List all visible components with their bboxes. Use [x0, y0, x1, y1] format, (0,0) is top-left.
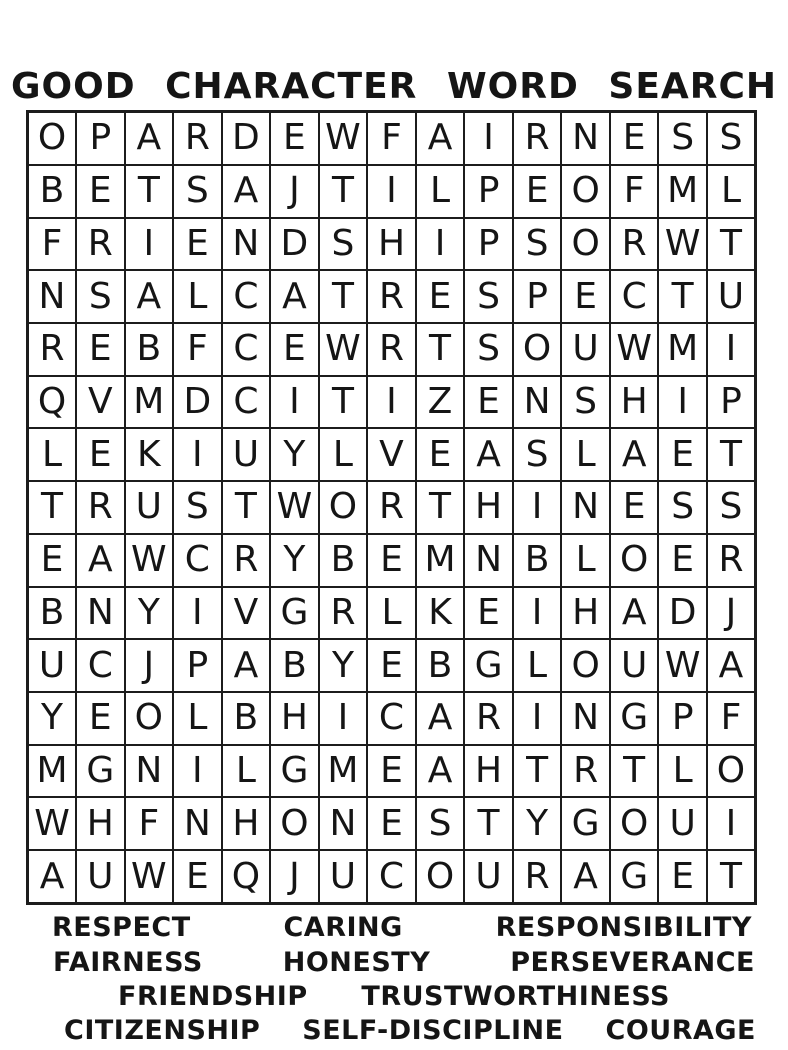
word-list-word: RESPECT: [52, 912, 191, 943]
grid-cell: I: [319, 692, 368, 745]
grid-cell: L: [658, 745, 707, 798]
grid-cell: F: [610, 165, 659, 218]
word-list-line-1: [52, 912, 752, 943]
grid-cell: W: [610, 323, 659, 376]
grid-row: [28, 428, 756, 481]
grid-cell: I: [707, 797, 756, 850]
grid-cell: N: [561, 692, 610, 745]
grid-cell: G: [270, 745, 319, 798]
grid-cell: M: [319, 745, 368, 798]
grid-row: [28, 534, 756, 587]
grid-cell: O: [561, 639, 610, 692]
grid-cell: R: [513, 112, 562, 165]
grid-cell: B: [222, 692, 271, 745]
grid-cell: M: [28, 745, 77, 798]
grid-cell: E: [367, 797, 416, 850]
word-search-grid: [26, 110, 757, 905]
grid-cell: P: [658, 692, 707, 745]
grid-cell: R: [173, 112, 222, 165]
grid-cell: J: [270, 165, 319, 218]
grid-cell: K: [125, 428, 174, 481]
grid-cell: E: [367, 639, 416, 692]
grid-cell: O: [270, 797, 319, 850]
word-list-word: COURAGE: [605, 1015, 756, 1046]
grid-cell: T: [222, 481, 271, 534]
grid-cell: I: [173, 745, 222, 798]
grid-cell: E: [464, 376, 513, 429]
grid-cell: I: [173, 587, 222, 640]
grid-cell: S: [561, 376, 610, 429]
grid-cell: S: [658, 481, 707, 534]
grid-cell: B: [125, 323, 174, 376]
grid-cell: U: [658, 797, 707, 850]
grid-cell: I: [125, 218, 174, 271]
grid-cell: U: [125, 481, 174, 534]
word-list-word: CITIZENSHIP: [64, 1015, 261, 1046]
grid-cell: T: [319, 270, 368, 323]
grid-cell: E: [28, 534, 77, 587]
grid-cell: U: [610, 639, 659, 692]
grid-cell: C: [173, 534, 222, 587]
grid-cell: L: [561, 428, 610, 481]
grid-cell: L: [561, 534, 610, 587]
grid-cell: P: [513, 270, 562, 323]
grid-cell: E: [416, 428, 465, 481]
grid-cell: R: [707, 534, 756, 587]
grid-cell: T: [125, 165, 174, 218]
grid-cell: E: [513, 165, 562, 218]
word-list-word: RESPONSIBILITY: [495, 912, 752, 943]
grid-cell: O: [610, 534, 659, 587]
word-list-word: SELF-DISCIPLINE: [302, 1015, 564, 1046]
grid-cell: E: [76, 692, 125, 745]
grid-cell: W: [658, 218, 707, 271]
grid-cell: F: [367, 112, 416, 165]
grid-cell: G: [76, 745, 125, 798]
grid-cell: U: [319, 850, 368, 903]
grid-cell: E: [416, 270, 465, 323]
grid-cell: N: [464, 534, 513, 587]
grid-cell: R: [222, 534, 271, 587]
grid-cell: H: [222, 797, 271, 850]
grid-cell: E: [561, 270, 610, 323]
grid-cell: T: [416, 481, 465, 534]
grid-cell: R: [367, 270, 416, 323]
grid-cell: L: [173, 692, 222, 745]
grid-cell: E: [270, 112, 319, 165]
grid-cell: Y: [319, 639, 368, 692]
word-list-line-4: [64, 1015, 756, 1046]
grid-cell: T: [319, 376, 368, 429]
grid-cell: S: [464, 323, 513, 376]
grid-cell: B: [513, 534, 562, 587]
grid-cell: K: [416, 587, 465, 640]
grid-cell: U: [222, 428, 271, 481]
grid-cell: V: [76, 376, 125, 429]
word-list-word: FAIRNESS: [53, 947, 203, 978]
grid-cell: N: [28, 270, 77, 323]
grid-cell: U: [561, 323, 610, 376]
grid-cell: U: [28, 639, 77, 692]
grid-cell: Y: [28, 692, 77, 745]
grid-cell: J: [270, 850, 319, 903]
grid-cell: N: [561, 112, 610, 165]
grid-cell: A: [270, 270, 319, 323]
grid-cell: R: [76, 481, 125, 534]
grid-cell: F: [173, 323, 222, 376]
grid-cell: W: [28, 797, 77, 850]
grid-row: [28, 481, 756, 534]
grid-row: [28, 165, 756, 218]
grid-cell: E: [658, 534, 707, 587]
grid-cell: W: [125, 534, 174, 587]
grid-cell: S: [173, 481, 222, 534]
grid-cell: E: [367, 534, 416, 587]
grid-cell: A: [561, 850, 610, 903]
grid-cell: T: [513, 745, 562, 798]
grid-cell: E: [658, 428, 707, 481]
grid-cell: E: [270, 323, 319, 376]
grid-cell: Y: [270, 428, 319, 481]
grid-cell: A: [28, 850, 77, 903]
grid-cell: I: [707, 323, 756, 376]
word-list-word: TRUSTWORTHINESS: [361, 981, 670, 1012]
grid-cell: L: [173, 270, 222, 323]
grid-cell: H: [464, 745, 513, 798]
grid-cell: C: [222, 323, 271, 376]
grid-cell: R: [513, 850, 562, 903]
grid-cell: R: [319, 587, 368, 640]
grid-cell: H: [76, 797, 125, 850]
grid-cell: A: [610, 428, 659, 481]
grid-cell: N: [319, 797, 368, 850]
grid-cell: I: [416, 218, 465, 271]
grid-cell: A: [464, 428, 513, 481]
grid-cell: R: [76, 218, 125, 271]
grid-cell: J: [707, 587, 756, 640]
grid-cell: D: [222, 112, 271, 165]
word-list-line-3: [118, 981, 670, 1012]
grid-cell: S: [464, 270, 513, 323]
grid-cell: I: [513, 587, 562, 640]
grid-cell: C: [367, 692, 416, 745]
grid-cell: H: [270, 692, 319, 745]
grid-cell: S: [319, 218, 368, 271]
grid-cell: A: [416, 745, 465, 798]
grid-cell: P: [76, 112, 125, 165]
grid-cell: J: [125, 639, 174, 692]
grid-cell: U: [464, 850, 513, 903]
grid-cell: T: [658, 270, 707, 323]
grid-row: [28, 587, 756, 640]
grid-cell: D: [270, 218, 319, 271]
grid-cell: H: [610, 376, 659, 429]
grid-cell: R: [367, 481, 416, 534]
grid-cell: L: [222, 745, 271, 798]
grid-row: [28, 745, 756, 798]
grid-cell: B: [319, 534, 368, 587]
grid-cell: A: [222, 165, 271, 218]
grid-cell: O: [561, 165, 610, 218]
grid-cell: G: [270, 587, 319, 640]
grid-cell: G: [610, 850, 659, 903]
grid-cell: Z: [416, 376, 465, 429]
grid-cell: L: [319, 428, 368, 481]
grid-row: [28, 639, 756, 692]
grid-cell: F: [707, 692, 756, 745]
grid-cell: A: [125, 270, 174, 323]
grid-row: [28, 797, 756, 850]
grid-cell: L: [416, 165, 465, 218]
grid-cell: R: [464, 692, 513, 745]
grid-cell: A: [707, 639, 756, 692]
grid-cell: E: [173, 218, 222, 271]
grid-cell: S: [513, 428, 562, 481]
grid-cell: A: [416, 112, 465, 165]
grid-cell: D: [658, 587, 707, 640]
grid-cell: Y: [125, 587, 174, 640]
grid-cell: A: [125, 112, 174, 165]
grid-cell: W: [270, 481, 319, 534]
grid-cell: S: [173, 165, 222, 218]
grid-cell: E: [658, 850, 707, 903]
grid-cell: N: [76, 587, 125, 640]
grid-cell: I: [513, 692, 562, 745]
grid-cell: T: [707, 850, 756, 903]
grid-cell: R: [610, 218, 659, 271]
grid-cell: R: [367, 323, 416, 376]
grid-cell: F: [28, 218, 77, 271]
grid-cell: T: [319, 165, 368, 218]
grid-cell: T: [464, 797, 513, 850]
grid-cell: Q: [28, 376, 77, 429]
word-list-word: HONESTY: [282, 947, 431, 978]
grid-cell: I: [513, 481, 562, 534]
grid-cell: E: [76, 428, 125, 481]
grid-cell: T: [707, 428, 756, 481]
grid-cell: G: [610, 692, 659, 745]
grid-cell: S: [658, 112, 707, 165]
grid-cell: C: [367, 850, 416, 903]
grid-cell: W: [658, 639, 707, 692]
grid-cell: M: [125, 376, 174, 429]
grid-cell: S: [513, 218, 562, 271]
grid-cell: E: [610, 481, 659, 534]
grid-cell: H: [561, 587, 610, 640]
grid-cell: F: [125, 797, 174, 850]
word-list-line-2: [53, 947, 755, 978]
grid-cell: Y: [270, 534, 319, 587]
grid-cell: H: [367, 218, 416, 271]
word-list-word: PERSEVERANCE: [510, 947, 755, 978]
grid-cell: P: [707, 376, 756, 429]
grid-cell: O: [561, 218, 610, 271]
grid-cell: P: [464, 218, 513, 271]
grid-cell: R: [28, 323, 77, 376]
grid-cell: B: [28, 587, 77, 640]
grid-cell: B: [28, 165, 77, 218]
grid-cell: G: [464, 639, 513, 692]
grid-row: [28, 218, 756, 271]
grid-cell: I: [270, 376, 319, 429]
grid-cell: M: [658, 165, 707, 218]
grid-cell: A: [222, 639, 271, 692]
grid-cell: I: [173, 428, 222, 481]
grid-cell: L: [707, 165, 756, 218]
grid-cell: E: [464, 587, 513, 640]
grid-cell: L: [513, 639, 562, 692]
word-list-word: CARING: [283, 912, 403, 943]
grid-row: [28, 323, 756, 376]
grid-cell: N: [561, 481, 610, 534]
grid-cell: N: [173, 797, 222, 850]
grid-cell: B: [270, 639, 319, 692]
grid-row: [28, 376, 756, 429]
grid-cell: E: [76, 165, 125, 218]
grid-row: [28, 850, 756, 903]
grid-cell: B: [416, 639, 465, 692]
grid-cell: Y: [513, 797, 562, 850]
grid-cell: E: [610, 112, 659, 165]
grid-cell: E: [173, 850, 222, 903]
grid-cell: M: [658, 323, 707, 376]
grid-cell: O: [610, 797, 659, 850]
grid-cell: S: [416, 797, 465, 850]
grid-cell: Q: [222, 850, 271, 903]
grid-cell: O: [513, 323, 562, 376]
grid-cell: U: [76, 850, 125, 903]
grid-row: [28, 692, 756, 745]
grid-cell: S: [76, 270, 125, 323]
grid-cell: C: [610, 270, 659, 323]
grid-cell: A: [416, 692, 465, 745]
grid-cell: V: [222, 587, 271, 640]
grid-cell: W: [125, 850, 174, 903]
grid-cell: A: [610, 587, 659, 640]
grid-cell: N: [125, 745, 174, 798]
grid-cell: H: [464, 481, 513, 534]
grid-cell: U: [707, 270, 756, 323]
grid-cell: W: [319, 323, 368, 376]
grid-cell: T: [610, 745, 659, 798]
grid-cell: M: [416, 534, 465, 587]
word-list-word: FRIENDSHIP: [118, 981, 308, 1012]
grid-cell: I: [658, 376, 707, 429]
grid-cell: T: [28, 481, 77, 534]
grid-body: [28, 112, 756, 904]
grid-cell: C: [222, 376, 271, 429]
grid-cell: T: [707, 218, 756, 271]
grid-cell: C: [222, 270, 271, 323]
grid-cell: E: [76, 323, 125, 376]
grid-cell: S: [707, 112, 756, 165]
grid-cell: O: [28, 112, 77, 165]
grid-cell: I: [367, 376, 416, 429]
grid-cell: I: [367, 165, 416, 218]
grid-cell: P: [173, 639, 222, 692]
grid-cell: O: [416, 850, 465, 903]
grid-cell: N: [513, 376, 562, 429]
grid-cell: O: [125, 692, 174, 745]
grid-cell: W: [319, 112, 368, 165]
grid-row: [28, 270, 756, 323]
grid-cell: V: [367, 428, 416, 481]
grid-cell: R: [561, 745, 610, 798]
grid-cell: N: [222, 218, 271, 271]
grid-cell: L: [28, 428, 77, 481]
grid-cell: D: [173, 376, 222, 429]
grid-cell: C: [76, 639, 125, 692]
grid-cell: T: [416, 323, 465, 376]
grid-cell: E: [367, 745, 416, 798]
grid-cell: G: [561, 797, 610, 850]
grid-cell: S: [707, 481, 756, 534]
grid-cell: P: [464, 165, 513, 218]
grid-cell: I: [464, 112, 513, 165]
grid-cell: O: [707, 745, 756, 798]
grid-cell: O: [319, 481, 368, 534]
grid-cell: A: [76, 534, 125, 587]
grid-row: [28, 112, 756, 165]
page-title: GOOD CHARACTER WORD SEARCH: [10, 66, 778, 107]
grid-cell: L: [367, 587, 416, 640]
